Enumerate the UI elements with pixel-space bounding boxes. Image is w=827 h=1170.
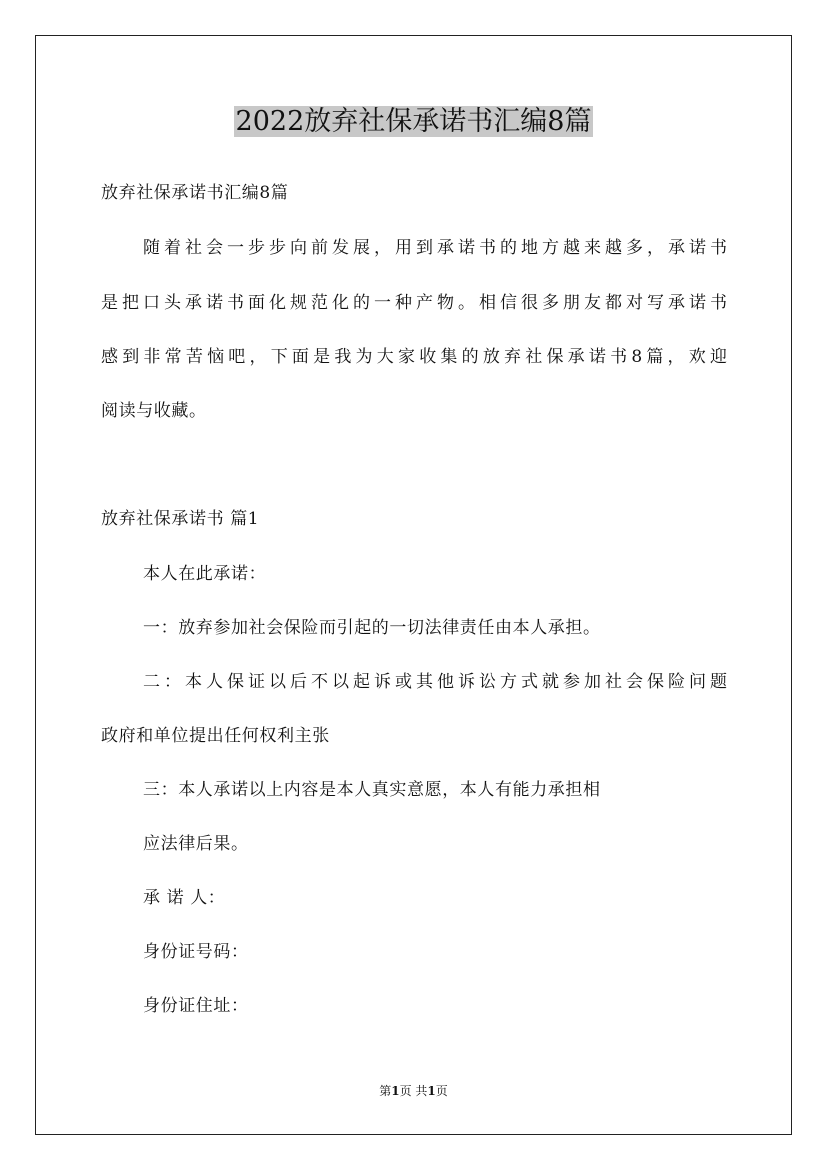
- body-line-2: 一：放弃参加社会保险而引起的一切法律责任由本人承担。: [143, 618, 601, 638]
- body-line-4: 政府和单位提出任何权利主张: [101, 726, 330, 746]
- document-title: [0, 102, 827, 142]
- id-address-label: 身份证住址：: [143, 996, 249, 1016]
- intro-line-1: 随着社会一步步向前发展，用到承诺书的地方越来越多，承诺书: [143, 238, 727, 258]
- footer-page-total: 1: [427, 1084, 436, 1098]
- body-line-5: 三：本人承诺以上内容是本人真实意愿，本人有能力承担相: [143, 780, 601, 800]
- section-heading: 放弃社保承诺书 篇1: [101, 509, 260, 529]
- footer-page-current: 1: [391, 1084, 400, 1098]
- intro-line-4: 阅读与收藏。: [101, 401, 207, 421]
- body-line-6: 应法律后果。: [143, 834, 249, 854]
- signature-label: 承 诺 人：: [143, 888, 226, 908]
- document-title-text: 2022放弃社保承诺书汇编8篇: [235, 106, 592, 137]
- body-line-3: 二：本人保证以后不以起诉或其他诉讼方式就参加社会保险问题: [143, 672, 727, 692]
- footer-page-suffix: 页: [435, 1084, 448, 1098]
- intro-line-2: 是把口头承诺书面化规范化的一种产物。相信很多朋友都对写承诺书: [101, 293, 727, 313]
- footer-page-mid: 页 共: [399, 1084, 428, 1098]
- page-footer: [0, 1083, 827, 1099]
- id-number-label: 身份证号码：: [143, 942, 249, 962]
- intro-line-3: 感到非常苦恼吧，下面是我为大家收集的放弃社保承诺书8篇，欢迎: [101, 347, 727, 367]
- body-line-1: 本人在此承诺：: [143, 564, 267, 584]
- document-subtitle: 放弃社保承诺书汇编8篇: [101, 183, 289, 203]
- footer-page-prefix: 第: [379, 1084, 392, 1098]
